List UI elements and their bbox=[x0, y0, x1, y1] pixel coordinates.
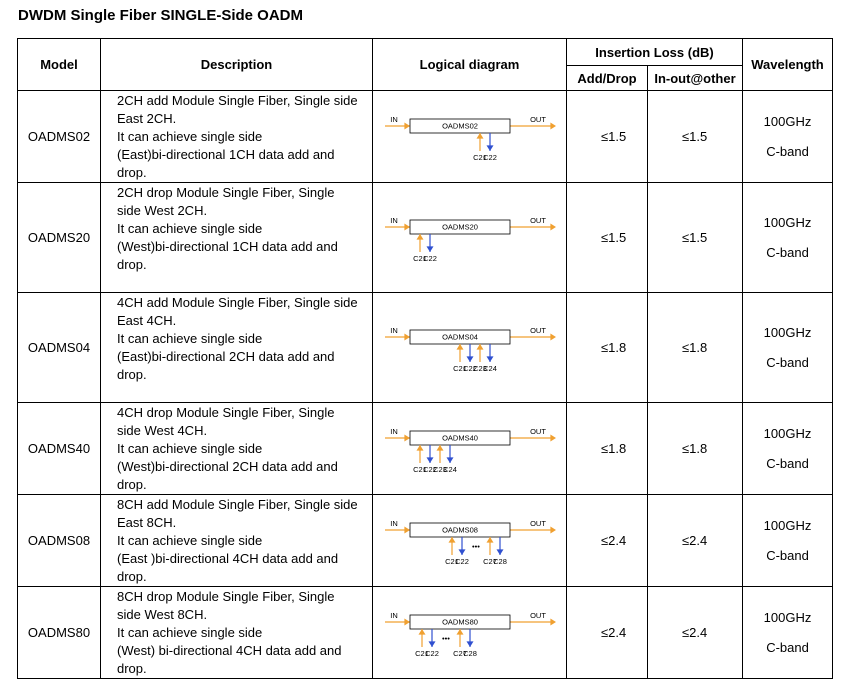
drop-arrow-icon bbox=[428, 641, 435, 647]
band-label: C-band bbox=[766, 143, 809, 159]
drop-arrow-icon bbox=[486, 356, 493, 362]
page-title: DWDM Single Fiber SINGLE-Side OADM bbox=[18, 7, 304, 24]
band-label: C-band bbox=[766, 547, 809, 563]
diagram-cell bbox=[373, 587, 567, 679]
table-row bbox=[18, 495, 833, 587]
description-line: 4CH add Module Single Fiber, Single side bbox=[117, 295, 358, 310]
header-wavelength: Wavelength bbox=[743, 39, 833, 91]
description-line: drop. bbox=[117, 477, 147, 492]
logical-diagram bbox=[380, 601, 560, 665]
add-drop-cell: ≤1.8 bbox=[567, 293, 648, 403]
in-arrow-icon bbox=[404, 526, 410, 533]
port-label: C22 bbox=[462, 363, 477, 373]
out-label: OUT bbox=[529, 426, 546, 436]
port-label: C24 bbox=[482, 363, 497, 373]
in-out-cell: ≤1.8 bbox=[648, 293, 743, 403]
header-insertion-loss: Insertion Loss (dB) bbox=[567, 39, 743, 66]
port-label: C22 bbox=[482, 152, 497, 162]
add-arrow-icon bbox=[456, 344, 463, 350]
channel-spacing: 100GHz bbox=[763, 517, 812, 533]
module-label: OADMS02 bbox=[441, 121, 478, 131]
description-line: drop. bbox=[117, 367, 147, 382]
band-label: C-band bbox=[766, 639, 809, 655]
description-cell bbox=[101, 183, 373, 293]
table-row bbox=[18, 587, 833, 679]
in-label: IN bbox=[389, 610, 398, 620]
description-line: 8CH drop Module Single Fiber, Single bbox=[117, 589, 335, 604]
in-label: IN bbox=[389, 518, 398, 528]
model-cell: OADMS08 bbox=[18, 495, 101, 587]
description-line: East 8CH. bbox=[117, 515, 177, 530]
in-arrow-icon bbox=[404, 223, 410, 230]
channel-spacing: 100GHz bbox=[763, 324, 812, 340]
logical-diagram bbox=[380, 509, 560, 573]
port-label: C22 bbox=[422, 464, 437, 474]
model-cell: OADMS40 bbox=[18, 403, 101, 495]
description-line: 4CH drop Module Single Fiber, Single bbox=[117, 405, 335, 420]
description-line: East 4CH. bbox=[117, 313, 177, 328]
out-label: OUT bbox=[529, 114, 546, 124]
description-line: (East)bi-directional 1CH data add and bbox=[117, 147, 335, 162]
in-label: IN bbox=[389, 114, 398, 124]
in-out-cell: ≤2.4 bbox=[648, 587, 743, 679]
in-label: IN bbox=[389, 426, 398, 436]
port-label: C21 bbox=[412, 464, 427, 474]
channel-spacing: 100GHz bbox=[763, 425, 812, 441]
description-line: (East)bi-directional 2CH data add and bbox=[117, 349, 335, 364]
in-arrow-icon bbox=[404, 333, 410, 340]
port-label: C24 bbox=[442, 464, 457, 474]
port-label: C21 bbox=[472, 152, 487, 162]
oadm-spec-table bbox=[17, 38, 833, 679]
out-arrow-icon bbox=[550, 122, 556, 129]
model-cell: OADMS04 bbox=[18, 293, 101, 403]
description-line: side West 8CH. bbox=[117, 607, 208, 622]
drop-arrow-icon bbox=[486, 145, 493, 151]
out-arrow-icon bbox=[550, 434, 556, 441]
out-label: OUT bbox=[529, 518, 546, 528]
in-out-cell: ≤1.5 bbox=[648, 183, 743, 293]
add-arrow-icon bbox=[416, 445, 423, 451]
logical-diagram bbox=[380, 316, 560, 380]
port-label: C21 bbox=[412, 253, 427, 263]
model-cell: OADMS80 bbox=[18, 587, 101, 679]
header-logical-diagram: Logical diagram bbox=[373, 39, 567, 91]
logical-diagram bbox=[380, 206, 560, 270]
description-cell bbox=[101, 495, 373, 587]
description-line: 8CH add Module Single Fiber, Single side bbox=[117, 497, 358, 512]
module-label: OADMS04 bbox=[441, 332, 478, 342]
band-label: C-band bbox=[766, 354, 809, 370]
header-description: Description bbox=[101, 39, 373, 91]
header-add-drop: Add/Drop bbox=[567, 66, 648, 91]
out-label: OUT bbox=[529, 610, 546, 620]
add-drop-cell: ≤1.5 bbox=[567, 183, 648, 293]
add-drop-cell: ≤1.5 bbox=[567, 91, 648, 183]
in-arrow-icon bbox=[404, 434, 410, 441]
description-line: side West 2CH. bbox=[117, 203, 208, 218]
out-label: OUT bbox=[529, 215, 546, 225]
port-label: C28 bbox=[492, 556, 507, 566]
add-drop-cell: ≤1.8 bbox=[567, 403, 648, 495]
header-model: Model bbox=[18, 39, 101, 91]
diagram-cell bbox=[373, 495, 567, 587]
module-label: OADMS80 bbox=[441, 617, 478, 627]
add-arrow-icon bbox=[476, 133, 483, 139]
description-line: It can achieve single side bbox=[117, 441, 263, 456]
header-in-out: In-out@other bbox=[648, 66, 743, 91]
out-arrow-icon bbox=[550, 526, 556, 533]
description-line: 2CH add Module Single Fiber, Single side bbox=[117, 93, 358, 108]
wavelength-cell bbox=[743, 183, 833, 293]
wavelength-cell bbox=[743, 293, 833, 403]
module-label: OADMS08 bbox=[441, 525, 478, 535]
wavelength-cell bbox=[743, 587, 833, 679]
description-line: It can achieve single side bbox=[117, 331, 263, 346]
port-label: C28 bbox=[462, 648, 477, 658]
in-out-cell: ≤2.4 bbox=[648, 495, 743, 587]
description-line: It can achieve single side bbox=[117, 221, 263, 236]
drop-arrow-icon bbox=[496, 549, 503, 555]
description-cell bbox=[101, 587, 373, 679]
port-label: C27 bbox=[452, 648, 467, 658]
diagram-cell bbox=[373, 91, 567, 183]
out-label: OUT bbox=[529, 325, 546, 335]
in-out-cell: ≤1.5 bbox=[648, 91, 743, 183]
diagram-cell bbox=[373, 183, 567, 293]
description-line: It can achieve single side bbox=[117, 129, 263, 144]
model-cell: OADMS02 bbox=[18, 91, 101, 183]
diagram-cell bbox=[373, 293, 567, 403]
table-row bbox=[18, 403, 833, 495]
logical-diagram bbox=[380, 105, 560, 169]
drop-arrow-icon bbox=[446, 457, 453, 463]
description-line: (West)bi-directional 1CH data add and bbox=[117, 239, 338, 254]
in-arrow-icon bbox=[404, 122, 410, 129]
add-drop-cell: ≤2.4 bbox=[567, 587, 648, 679]
drop-arrow-icon bbox=[466, 641, 473, 647]
logical-diagram bbox=[380, 417, 560, 481]
add-arrow-icon bbox=[476, 344, 483, 350]
description-line: It can achieve single side bbox=[117, 533, 263, 548]
description-cell bbox=[101, 91, 373, 183]
out-arrow-icon bbox=[550, 618, 556, 625]
port-label: C22 bbox=[454, 556, 469, 566]
module-label: OADMS40 bbox=[441, 433, 478, 443]
port-label: C23 bbox=[472, 363, 487, 373]
description-line: side West 4CH. bbox=[117, 423, 208, 438]
add-drop-cell: ≤2.4 bbox=[567, 495, 648, 587]
add-arrow-icon bbox=[416, 234, 423, 240]
port-label: C22 bbox=[422, 253, 437, 263]
diagram-cell bbox=[373, 403, 567, 495]
in-label: IN bbox=[389, 325, 398, 335]
port-label: C21 bbox=[414, 648, 429, 658]
description-line: (West)bi-directional 2CH data add and bbox=[117, 459, 338, 474]
description-line: drop. bbox=[117, 661, 147, 676]
channel-spacing: 100GHz bbox=[763, 214, 812, 230]
drop-arrow-icon bbox=[426, 457, 433, 463]
in-out-cell: ≤1.8 bbox=[648, 403, 743, 495]
drop-arrow-icon bbox=[426, 246, 433, 252]
drop-arrow-icon bbox=[466, 356, 473, 362]
port-label: C21 bbox=[452, 363, 467, 373]
add-arrow-icon bbox=[456, 629, 463, 635]
band-label: C-band bbox=[766, 455, 809, 471]
port-label: C23 bbox=[432, 464, 447, 474]
table-row bbox=[18, 293, 833, 403]
wavelength-cell bbox=[743, 91, 833, 183]
module-label: OADMS20 bbox=[441, 222, 478, 232]
out-arrow-icon bbox=[550, 223, 556, 230]
out-arrow-icon bbox=[550, 333, 556, 340]
description-line: 2CH drop Module Single Fiber, Single bbox=[117, 185, 335, 200]
ellipsis-label: ••• bbox=[441, 633, 450, 643]
description-line: drop. bbox=[117, 165, 147, 180]
drop-arrow-icon bbox=[458, 549, 465, 555]
description-line: East 2CH. bbox=[117, 111, 177, 126]
in-label: IN bbox=[389, 215, 398, 225]
description-cell bbox=[101, 403, 373, 495]
description-line: drop. bbox=[117, 569, 147, 584]
wavelength-cell bbox=[743, 403, 833, 495]
band-label: C-band bbox=[766, 244, 809, 260]
table-row bbox=[18, 183, 833, 293]
wavelength-cell bbox=[743, 495, 833, 587]
add-arrow-icon bbox=[418, 629, 425, 635]
table-row bbox=[18, 91, 833, 183]
model-cell: OADMS20 bbox=[18, 183, 101, 293]
add-arrow-icon bbox=[486, 537, 493, 543]
description-line: It can achieve single side bbox=[117, 625, 263, 640]
channel-spacing: 100GHz bbox=[763, 609, 812, 625]
add-arrow-icon bbox=[448, 537, 455, 543]
port-label: C27 bbox=[482, 556, 497, 566]
description-line: (East )bi-directional 4CH data add and bbox=[117, 551, 339, 566]
description-cell bbox=[101, 293, 373, 403]
description-line: drop. bbox=[117, 257, 147, 272]
channel-spacing: 100GHz bbox=[763, 113, 812, 129]
add-arrow-icon bbox=[436, 445, 443, 451]
port-label: C21 bbox=[444, 556, 459, 566]
port-label: C22 bbox=[424, 648, 439, 658]
description-line: (West) bi-directional 4CH data add and bbox=[117, 643, 342, 658]
ellipsis-label: ••• bbox=[471, 541, 480, 551]
in-arrow-icon bbox=[404, 618, 410, 625]
